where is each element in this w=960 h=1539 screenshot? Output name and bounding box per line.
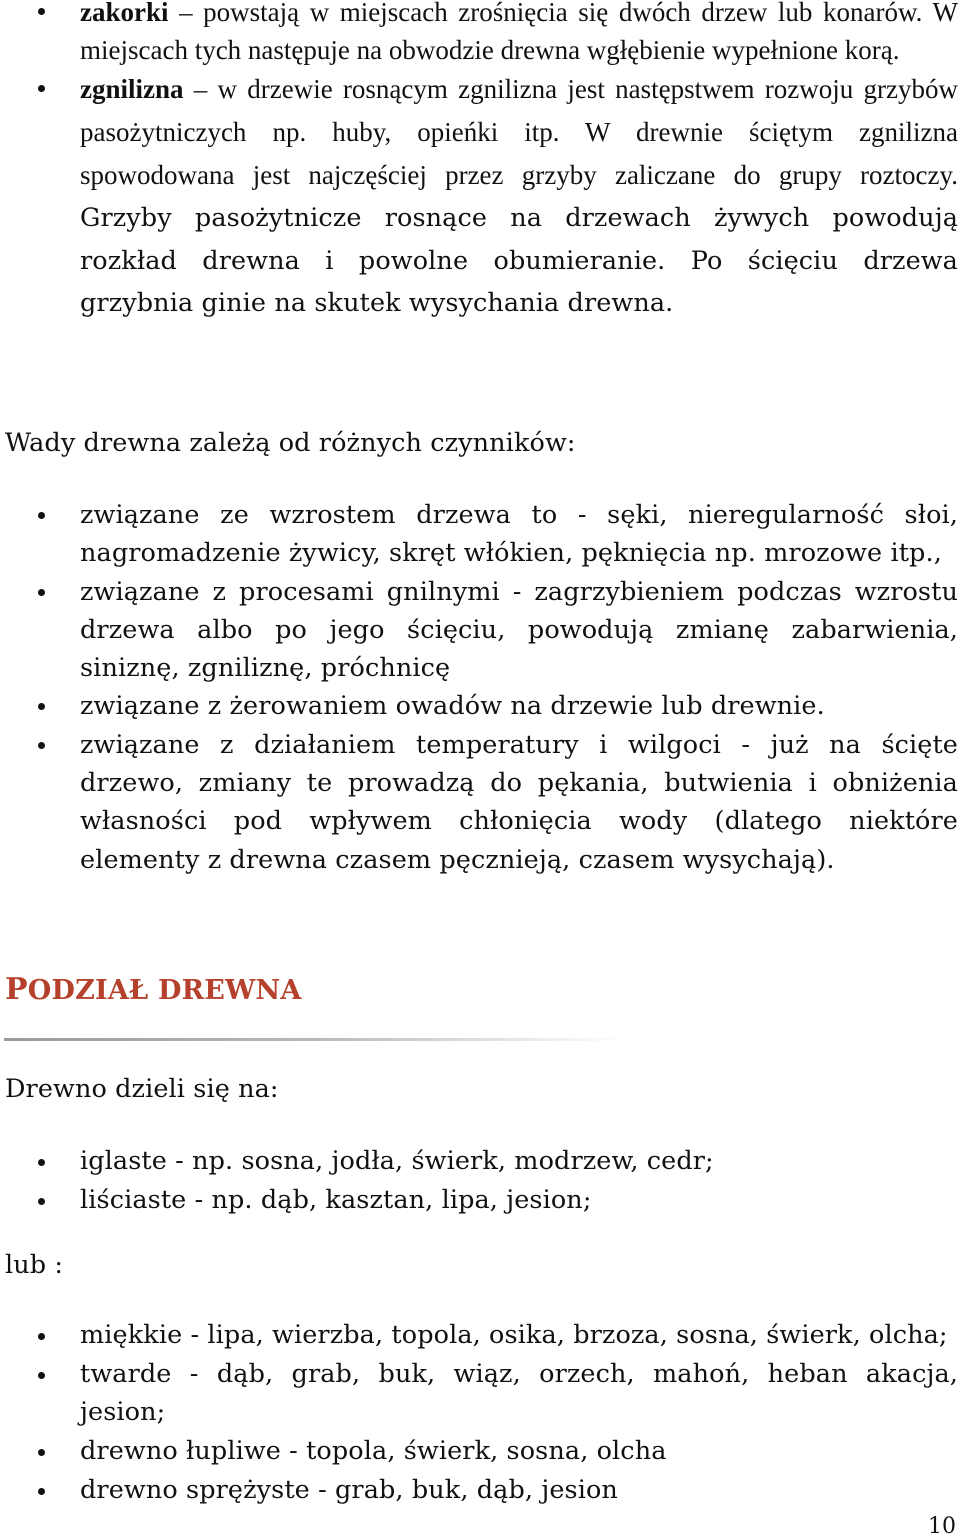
- list-item: liściaste - np. dąb, kasztan, lipa, jesion;: [0, 1181, 960, 1220]
- list-item: drewno sprężyste - grab, buk, dąb, jesion: [0, 1471, 960, 1510]
- bullet-icon: [38, 8, 45, 15]
- wady-list: [0, 496, 960, 879]
- bullet-icon: [38, 512, 45, 519]
- bullet-icon: [38, 1159, 45, 1166]
- list-item: twarde - dąb, grab, buk, wiąz, orzech, mahoń, heban akacja, jesion;: [0, 1355, 960, 1432]
- list-item: związane z działaniem temperatury i wilgoci - już na ścięte drzewo, zmiany te prowadzą do pękania, butwienia i obniżenia własności pod wpływem chłonięcia wody (dlatego niektóre elementy z drewna czasem pęcznieją, czasem wysychają).: [0, 726, 960, 879]
- list-item: związane z procesami gnilnymi - zagrzybieniem podczas wzrostu drzewa albo po jego ścięciu, powodują zmianę zabarwienia, siniznę, zgniliznę, próchnicę: [0, 573, 960, 688]
- list-item: [0, 70, 960, 327]
- bullet-icon: [38, 1333, 45, 1340]
- lub-label: lub :: [5, 1250, 64, 1280]
- wady-intro: Wady drewna zależą od różnych czynników:: [5, 428, 576, 458]
- bullet-icon: [38, 589, 45, 596]
- heading-divider: [4, 1038, 624, 1041]
- defect-list: [0, 0, 960, 326]
- bullet-icon: [38, 1372, 45, 1379]
- list-item: iglaste - np. sosna, jodła, świerk, modrzew, cedr;: [0, 1142, 960, 1181]
- definition: – powstają w miejscach zrośnięcia się dwóch drzew lub konarów. W miejscach tych następuje na obwodzie drewna wgłębienie wypełnione korą.: [80, 0, 958, 66]
- list-item: [0, 0, 960, 70]
- page-number: 10: [928, 1514, 956, 1539]
- podzial-list: [0, 1142, 960, 1219]
- term: zgnilizna: [80, 73, 184, 104]
- definition: – w drzewie rosnącym zgnilizna jest następstwem rozwoju grzybów pasożytniczych np. huby, opieńki itp. W drewnie ściętym zgnilizna spowodowana jest najczęściej przez grzyby zaliczane do grupy roztoczy.: [80, 73, 958, 191]
- bullet-icon: [38, 1198, 45, 1205]
- definition-continued: Grzyby pasożytnicze rosnące na drzewach żywych powodują rozkład drewna i powolne obumieranie. Po ścięciu drzewa grzybnia ginie na skutek wysychania drewna.: [80, 203, 958, 319]
- list-item: związane ze wzrostem drzewa to - sęki, nieregularność słoi, nagromadzenie żywicy, skręt włókien, pęknięcia np. mrozowe itp.,: [0, 496, 960, 573]
- list-item: miękkie - lipa, wierzba, topola, osika, brzoza, sosna, świerk, olcha;: [0, 1316, 960, 1355]
- list-item: związane z żerowaniem owadów na drzewie lub drewnie.: [0, 687, 960, 725]
- term: zakorki: [80, 0, 169, 27]
- bullet-icon: [38, 703, 45, 710]
- lub-list: [0, 1316, 960, 1510]
- bullet-icon: [38, 1488, 45, 1495]
- bullet-icon: [38, 1449, 45, 1456]
- list-item: drewno łupliwe - topola, świerk, sosna, olcha: [0, 1432, 960, 1471]
- bullet-icon: [38, 85, 45, 92]
- podzial-intro: Drewno dzieli się na:: [5, 1074, 279, 1104]
- section-heading: PODZIAŁ DREWNA: [5, 972, 302, 1007]
- bullet-icon: [38, 742, 45, 749]
